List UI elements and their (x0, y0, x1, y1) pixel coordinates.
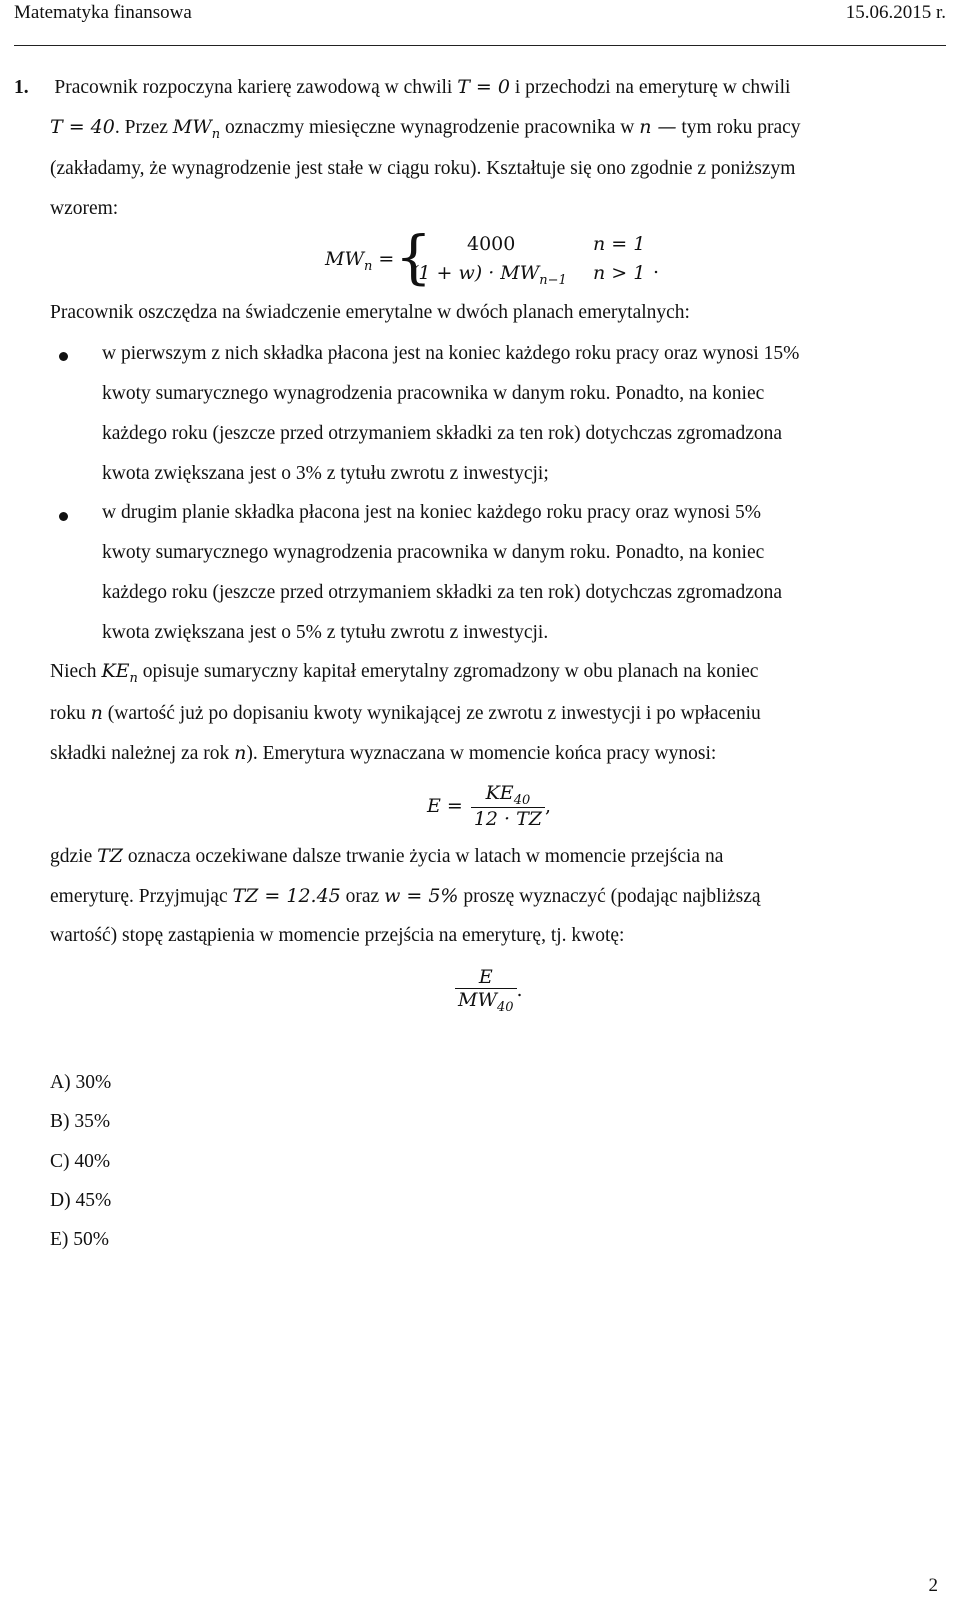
formula-ratio: $\frac{E}{MW_{40}}$ . (455, 958, 523, 1022)
bullet1-line-4: kwota zwiększana jest o 3% z tytułu zwrotu z inwestycji; (102, 463, 549, 484)
formula-mw-lhs: $MW_n$ = (325, 248, 395, 274)
task-line-2: emeryturę. Przyjmując TZ = 12.45 oraz w = 5% proszę wyznaczyć (podając najbliższą (50, 885, 761, 907)
answer-c: C) 40% (50, 1151, 111, 1172)
formula-case2-value: $(1 + w) \cdot MW_{n-1}$ (411, 262, 567, 288)
header-title: Matematyka finansowa (14, 2, 192, 23)
bullet2-line-3: każdego roku (jeszcze przed otrzymaniem składki za ten rok) dotychczas zgromadzona (102, 582, 783, 603)
bullet2-line-1: w drugim planie składka płacona jest na koniec każdego roku pracy oraz wynosi 5% (102, 502, 761, 523)
bullet2-line-4: kwota zwiększana jest o 5% z tytułu zwrotu z inwestycji. (102, 622, 549, 643)
formula-e-fraction: $\frac{KE_{40}}{12 \cdot TZ}$ (471, 782, 545, 831)
answer-a: A) 30% (50, 1072, 112, 1093)
header-date: 15.06.2015 r. (845, 2, 946, 23)
math-t40: T = 40 (50, 116, 115, 138)
bullet1-line-3: każdego roku (jeszcze przed otrzymaniem składki za ten rok) dotychczas zgromadzona (102, 423, 783, 444)
capital-line-3: składki należnej za rok n). Emerytura wyznaczana w momencie końca pracy wynosi: (50, 742, 717, 764)
math-ken: $KE_n$ (101, 660, 138, 686)
bullet1-line-1: w pierwszym z nich składka płacona jest na koniec każdego roku pracy oraz wynosi 15% (102, 343, 800, 364)
formula-ratio-fraction: $\frac{E}{MW_{40}}$ (455, 966, 517, 1015)
task-line-3: wartość) stopę zastąpienia w momencie przejścia na emeryturę, tj. kwotę: (50, 925, 625, 946)
plans-intro: Pracownik oszczędza na świadczenie emerytalne w dwóch planach emerytalnych: (50, 302, 690, 323)
math-t0: T = 0 (457, 76, 510, 98)
formula-mw (325, 223, 665, 292)
capital-line-1: Niech $KE_n$ opisuje sumaryczny kapitał emerytalny zgromadzony w obu planach na koniec (50, 660, 759, 686)
intro-line-1: 1. Pracownik rozpoczyna karierę zawodową w chwili T = 0 i przechodzi na emeryturę w chwili (14, 76, 791, 98)
intro-line-2: T = 40. Przez $MW_n$ oznaczmy miesięczne wynagrodzenie pracownika w n — tym roku pracy (50, 116, 801, 142)
bullet2-line-2: kwoty sumarycznego wynagrodzenia pracownika w danym roku. Ponadto, na koniec (102, 542, 765, 563)
answer-e: E) 50% (50, 1229, 110, 1250)
page-number: 2 (928, 1575, 938, 1596)
math-mwn: $MW_n$ (172, 116, 221, 142)
formula-case1-cond: n = 1 (593, 233, 646, 255)
formula-case2-cond: n > 1 (593, 262, 646, 284)
capital-line-2: roku n (wartość już po dopisaniu kwoty wynikającej ze zwrotu z inwestycji i po wpłaceniu (50, 702, 761, 724)
answer-d: D) 45% (50, 1190, 112, 1211)
bullet-dot-1 (59, 352, 68, 361)
intro-line-3: (zakładamy, że wynagrodzenie jest stałe w ciągu roku). Kształtuje się ono zgodnie z poniższym (50, 158, 796, 179)
formula-mw-dot: . (653, 256, 660, 278)
formula-e: E = $\frac{KE_{40}}{12 \cdot TZ}$ , (427, 781, 552, 831)
formula-case1-value: 4000 (467, 233, 516, 255)
answer-b: B) 35% (50, 1111, 111, 1132)
bullet-dot-2 (59, 512, 68, 521)
formula-e-lhs: E = (427, 795, 463, 817)
formula-brace: { (395, 223, 432, 291)
task-line-1: gdzie TZ oznacza oczekiwane dalsze trwanie życia w latach w momencie przejścia na (50, 845, 724, 867)
math-n-dash: n — (639, 116, 677, 138)
bullet1-line-2: kwoty sumarycznego wynagrodzenia pracownika w danym roku. Ponadto, na koniec (102, 383, 765, 404)
problem-number: 1. (14, 77, 29, 98)
intro-line-4: wzorem: (50, 198, 119, 219)
